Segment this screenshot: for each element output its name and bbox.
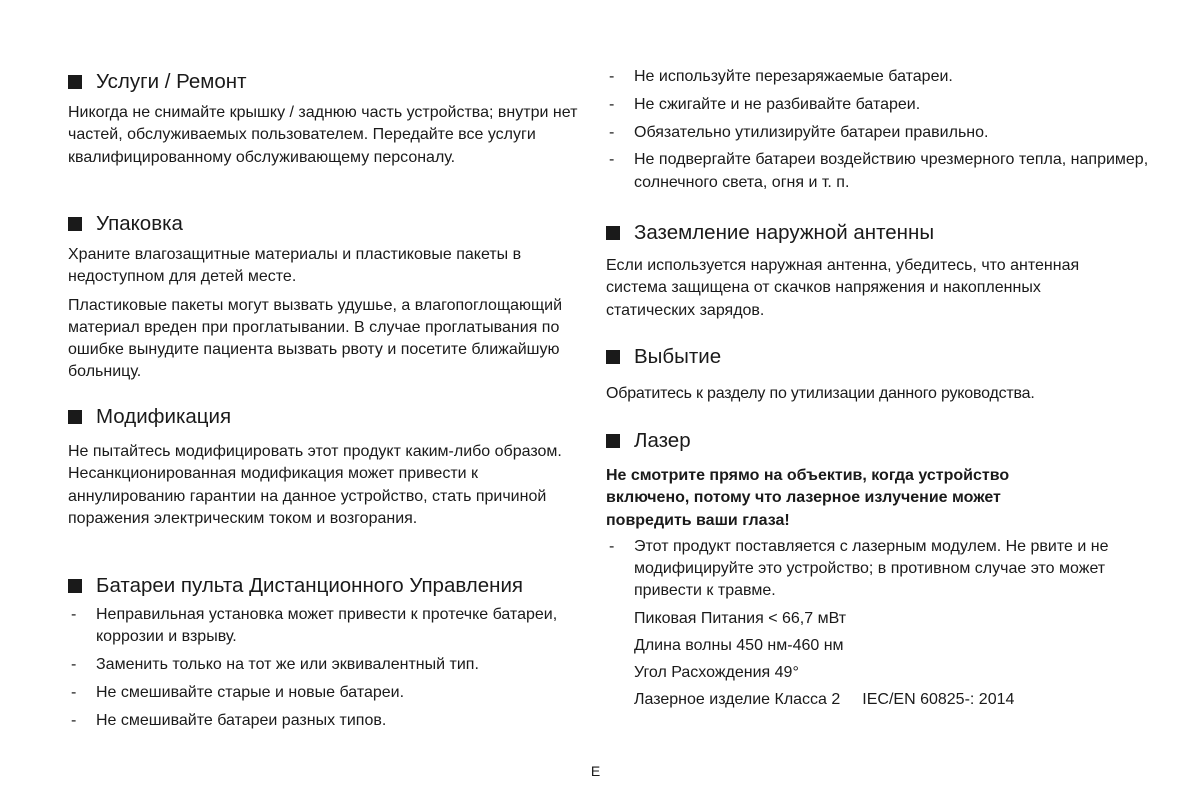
page-number: E	[590, 763, 601, 779]
dash-bullet: -	[71, 656, 77, 674]
laser-class: Лазерное изделие Класса 2	[634, 691, 841, 709]
laser-list	[606, 536, 1181, 603]
packaging-text-2: Пластиковые пакеты могут вызвать удушье, а влагопоглощающий материал вреден при проглатывании. В случае проглатывания по ошибке вынудите пациента вызвать рвоту и посетите ближайшую больницу.	[68, 296, 563, 381]
list-item-text: Неправильная установка может привести к протечке батареи, коррозии и взрыву.	[96, 606, 558, 646]
batteries-list	[68, 604, 583, 732]
laser-class-row	[634, 689, 1181, 711]
service-title: Услуги / Ремонт	[96, 70, 247, 93]
dash-bullet: -	[71, 606, 77, 623]
dash-bullet: -	[609, 95, 615, 113]
laser-power: Пиковая Питания < 66,7 мВт	[634, 610, 847, 628]
square-bullet-icon	[606, 350, 620, 364]
service-text: Никогда не снимайте крышку / заднюю часть устройства; внутри нет частей, обслуживаемых пользователем. Передайте все услуги квалифицированному обслуживающему персоналу.	[68, 104, 578, 166]
section-heading	[68, 70, 583, 94]
section-antenna	[606, 221, 1181, 328]
section-heading	[606, 345, 1181, 369]
dash-bullet: -	[609, 123, 615, 141]
section-modification	[68, 405, 583, 536]
antenna-text: Если используется наружная антенна, убедитесь, что антенная система защищена от скачков напряжения и накопленных статических зарядов.	[606, 257, 1080, 319]
list-item-text: Этот продукт поставляется с лазерным модулем. Не рвите и не модифицируйте это устройство; в противном случае это может привести к травме.	[634, 537, 1109, 600]
section-heading	[606, 429, 1181, 453]
list-item	[606, 94, 1181, 116]
packaging-title: Упаковка	[96, 212, 183, 235]
square-bullet-icon	[606, 434, 620, 448]
list-item-text: Не подвергайте батареи воздействию чрезмерного тепла, например, солнечного света, огня и т. п.	[634, 151, 1149, 191]
list-item-text: Не сжигайте и не разбивайте батареи.	[634, 95, 921, 113]
modification-text: Не пытайтесь модифицировать этот продукт каким-либо образом. Несанкционированная модификация может привести к аннулированию гарантии на данное устройство, стать причиной поражения электрическим током и возгорания.	[68, 443, 562, 527]
square-bullet-icon	[68, 579, 82, 593]
list-item	[606, 66, 1181, 88]
section-heading	[68, 574, 583, 598]
list-item-text: Заменить только на тот же или эквивалентный тип.	[96, 656, 479, 674]
laser-title: Лазер	[634, 429, 691, 452]
list-item-text: Не используйте перезаряжаемые батареи.	[634, 68, 953, 85]
laser-standard: IEC/EN 60825-: 2014	[862, 691, 1015, 709]
dash-bullet: -	[71, 683, 77, 701]
list-item	[68, 682, 583, 704]
list-item	[68, 654, 583, 676]
disposal-text: Обратитесь к разделу по утилизации данного руководства.	[606, 385, 1035, 402]
section-battery-continued	[606, 66, 1181, 199]
list-item	[606, 536, 1181, 603]
list-item-text: Не смешивайте батареи разных типов.	[96, 711, 387, 729]
list-item-text: Обязательно утилизируйте батареи правильно.	[634, 123, 989, 141]
section-disposal	[606, 345, 1181, 411]
battery-list-continued	[606, 66, 1181, 194]
dash-bullet: -	[609, 68, 615, 85]
section-heading	[68, 212, 583, 236]
list-item	[606, 122, 1181, 144]
laser-wavelength: Длина волны 450 нм-460 нм	[634, 637, 844, 655]
square-bullet-icon	[68, 410, 82, 424]
section-service	[68, 70, 583, 175]
laser-divergence: Угол Расхождения 49°	[634, 664, 799, 682]
square-bullet-icon	[606, 226, 620, 240]
section-heading	[606, 221, 1181, 245]
dash-bullet: -	[609, 151, 615, 169]
batteries-title: Батареи пульта Дистанционного Управления	[96, 574, 523, 597]
section-batteries	[68, 574, 583, 737]
list-item	[68, 710, 583, 732]
section-heading	[68, 405, 583, 429]
list-item-text: Не смешивайте старые и новые батареи.	[96, 683, 405, 701]
section-laser	[606, 429, 1181, 716]
dash-bullet: -	[71, 711, 77, 729]
antenna-title: Заземление наружной антенны	[634, 221, 935, 244]
square-bullet-icon	[68, 75, 82, 89]
modification-title: Модификация	[96, 405, 232, 428]
square-bullet-icon	[68, 217, 82, 231]
list-item	[68, 604, 583, 649]
packaging-text-1: Храните влагозащитные материалы и пластиковые пакеты в недоступном для детей месте.	[68, 246, 522, 286]
section-packaging	[68, 212, 583, 390]
laser-warning: Не смотрите прямо на объектив, когда устройство включено, потому что лазерное излучение может повредить ваши глаза!	[606, 467, 1010, 529]
disposal-title: Выбытие	[634, 345, 722, 368]
dash-bullet: -	[609, 537, 615, 555]
list-item	[606, 149, 1181, 194]
